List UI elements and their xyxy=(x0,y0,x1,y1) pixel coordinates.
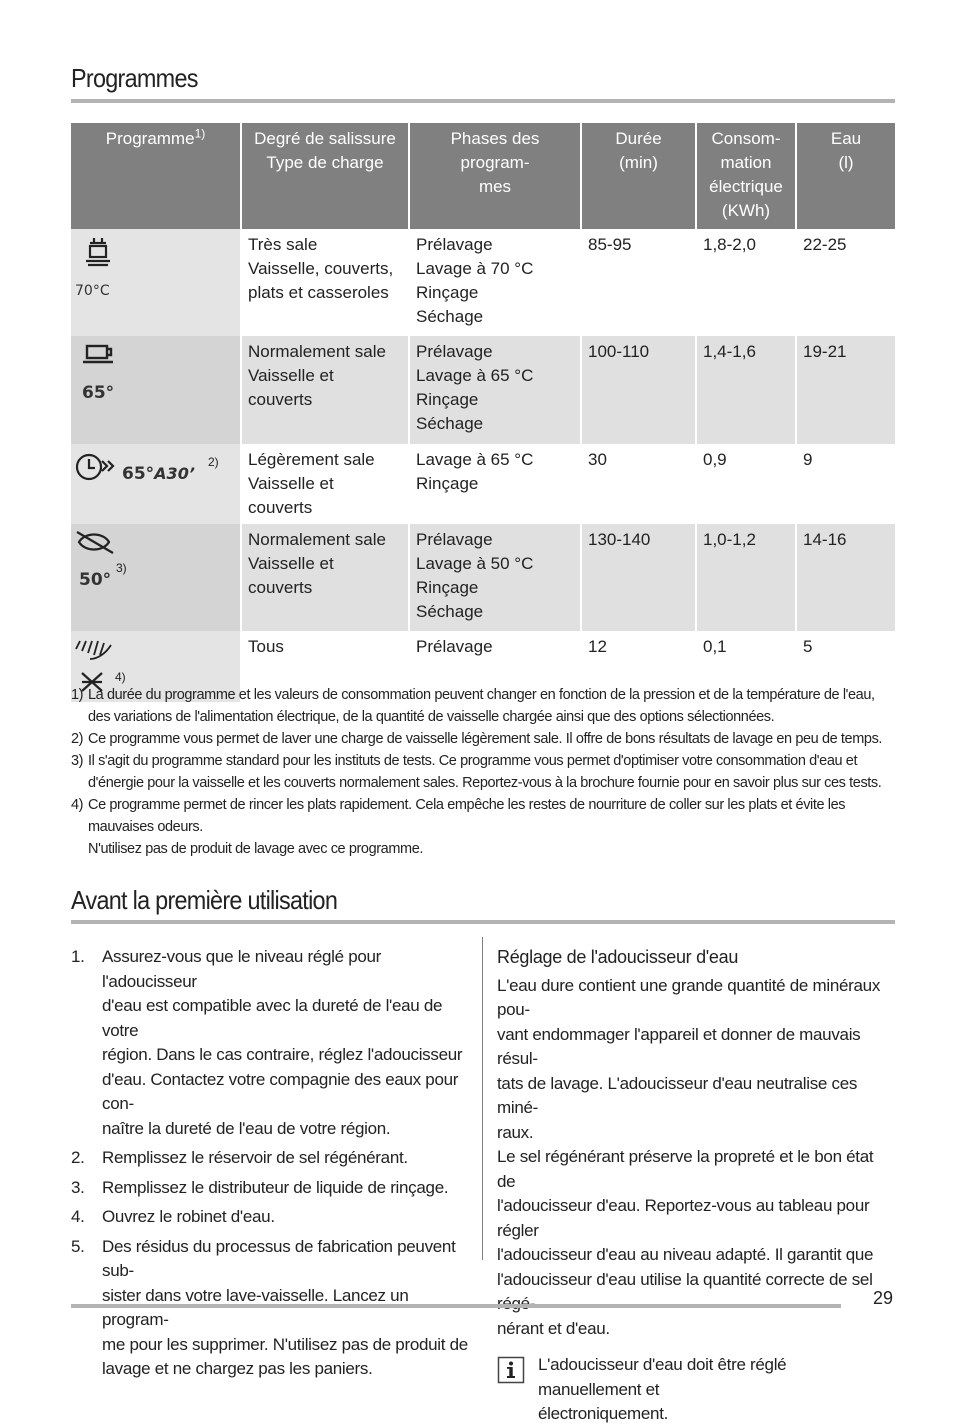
header-degre: Degré de salissure Type de charge xyxy=(241,123,409,229)
conso-cell: 0,1 xyxy=(696,631,796,702)
section-divider xyxy=(71,99,895,103)
table-row xyxy=(71,444,895,524)
steps-list xyxy=(71,945,471,1387)
softener-section xyxy=(497,945,893,1427)
header-conso: Consom- mation électrique (KWh) xyxy=(696,123,796,229)
programme-cell: 4) xyxy=(71,631,241,702)
footer-divider xyxy=(71,1304,841,1308)
degre-cell: Normalement sale Vaisselle et couverts xyxy=(241,336,409,444)
section-title-programmes: Programmes xyxy=(71,63,198,93)
duree-cell: 130-140 xyxy=(581,524,696,631)
programme-cell xyxy=(71,229,241,336)
eau-cell: 22-25 xyxy=(796,229,895,336)
list-item: 5. Des résidus du processus de fabrication peuvent sub- sister dans votre lave-vaisselle. Lancez un program- me pour les supprimer. N'utilisez pas de produit de lavage et ne chargez pas les paniers. xyxy=(71,1236,468,1378)
header-programme: Programme$^{1)}$ xyxy=(71,123,241,229)
table-row xyxy=(71,524,895,631)
conso-cell: 1,8-2,0 xyxy=(696,229,796,336)
column-divider xyxy=(482,937,483,1260)
degre-cell: Tous xyxy=(241,631,409,702)
footnote: 2) Ce programme vous permet de laver une charge de vaisselle légèrement sale. Il offre de bons résultats de lavage en peu de temps. xyxy=(71,731,883,747)
eau-cell: 14-16 xyxy=(796,524,895,631)
softener-paragraph: L'eau dure contient une grande quantité de minéraux pou- vant endommager l'appareil et donner de mauvais résul- tats de lavage. L'adoucisseur d'eau neutralise ces miné- raux. xyxy=(497,975,881,1142)
conso-cell: 1,4-1,6 xyxy=(696,336,796,444)
temperature-label: 70°C xyxy=(75,283,110,299)
list-item: 2. Remplissez le réservoir de sel régénérant. xyxy=(71,1148,408,1167)
table-header-row xyxy=(71,123,895,229)
quick-clock-icon xyxy=(74,451,120,485)
temperature-label: 50° xyxy=(79,570,112,590)
softener-title: Réglage de l'adoucisseur d'eau xyxy=(497,947,739,967)
conso-cell: 1,0-1,2 xyxy=(696,524,796,631)
phases-cell: Prélavage Lavage à 50 °C Rinçage Séchage xyxy=(409,524,581,631)
footnote: 1) La durée du programme et les valeurs de consommation peuvent changer en fonction de la pression et de la température de l'eau, des variations de l'alimentation électrique, de la quantité de vaisselle chargée ainsi que des options sélectionnées. xyxy=(71,687,875,725)
phases-cell: Prélavage xyxy=(409,631,581,702)
list-item: 1. Assurez-vous que le niveau réglé pour l'adoucisseur d'eau est compatible avec la dureté de l'eau de votre région. Dans le cas contraire, réglez l'adoucisseur d'eau. Contactez votre compagnie des eaux pour con- naître la dureté de l'eau de votre région. xyxy=(71,947,463,1138)
footnotes xyxy=(71,684,895,860)
page-number: 29 xyxy=(873,1288,894,1308)
degre-cell: Légèrement sale Vaisselle et couverts xyxy=(241,444,409,524)
eau-cell: 9 xyxy=(796,444,895,524)
list-item: 3. Remplissez le distributeur de liquide de rinçage. xyxy=(71,1177,449,1197)
degre-cell: Normalement sale Vaisselle et couverts xyxy=(241,524,409,631)
programme-cell: 50° 3) xyxy=(71,524,241,631)
footnote: 3) Il s'agit du programme standard pour les instituts de tests. Ce programme vous permet d'optimiser votre consommation d'eau et d'énergie pour la vaisselle et les couverts normalement sales. Reportez-vous à la brochure fournie pour en savoir plus sur ces tests. xyxy=(71,753,882,791)
section-divider xyxy=(71,920,895,924)
phases-cell: Prélavage Lavage à 65 °C Rinçage Séchage xyxy=(409,336,581,444)
programme-cell: 65°A30’ 2) xyxy=(71,444,241,524)
duree-cell: 30 xyxy=(581,444,696,524)
eau-cell: 5 xyxy=(796,631,895,702)
temperature-label: 65°A30’ xyxy=(122,464,195,484)
table-row xyxy=(71,336,895,444)
eau-cell: 19-21 xyxy=(796,336,895,444)
header-duree: Durée (min) xyxy=(581,123,696,229)
normal-cup-icon xyxy=(81,343,115,371)
softener-paragraph: Le sel régénérant préserve la propreté et le bon état de l'adoucisseur d'eau. Reportez-vous au tableau pour régler l'adoucisseur d'eau au niveau adapté. Il garantit que l'adoucisseur d'eau utilise la quantité correcte de sel nérant et d'eau. xyxy=(497,1147,874,1338)
rinse-spray-icon xyxy=(74,637,114,663)
table-row xyxy=(71,229,895,336)
info-note: L'adoucisseur d'eau doit être réglé manuellement et électroniquement. xyxy=(497,1353,893,1427)
duree-cell: 100-110 xyxy=(581,336,696,444)
duree-cell: 12 xyxy=(581,631,696,702)
programme-cell xyxy=(71,336,241,444)
info-icon xyxy=(497,1356,525,1384)
list-item: 4. Ouvrez le robinet d'eau. xyxy=(71,1207,275,1226)
phases-cell: Prélavage Lavage à 70 °C Rinçage Séchage xyxy=(409,229,581,336)
degre-cell: Très sale Vaisselle, couverts, plats et casseroles xyxy=(241,229,409,336)
eco-leaf-icon xyxy=(75,529,115,555)
header-eau: Eau (l) xyxy=(796,123,895,229)
programmes-table xyxy=(71,123,895,702)
footnote: 4) Ce programme permet de rincer les plats rapidement. Cela empêche les restes de nourriture de coller sur les plats et évite les mauvaises odeurs. N'utilisez pas de produit de lavage avec ce programme. xyxy=(71,797,846,857)
intensive-pot-icon xyxy=(83,236,113,270)
header-phases: Phases des program- mes xyxy=(409,123,581,229)
duree-cell: 85-95 xyxy=(581,229,696,336)
phases-cell: Lavage à 65 °C Rinçage xyxy=(409,444,581,524)
section-title-avant: Avant la première utilisation xyxy=(71,885,338,915)
temperature-label: 65° xyxy=(82,383,115,403)
conso-cell: 0,9 xyxy=(696,444,796,524)
